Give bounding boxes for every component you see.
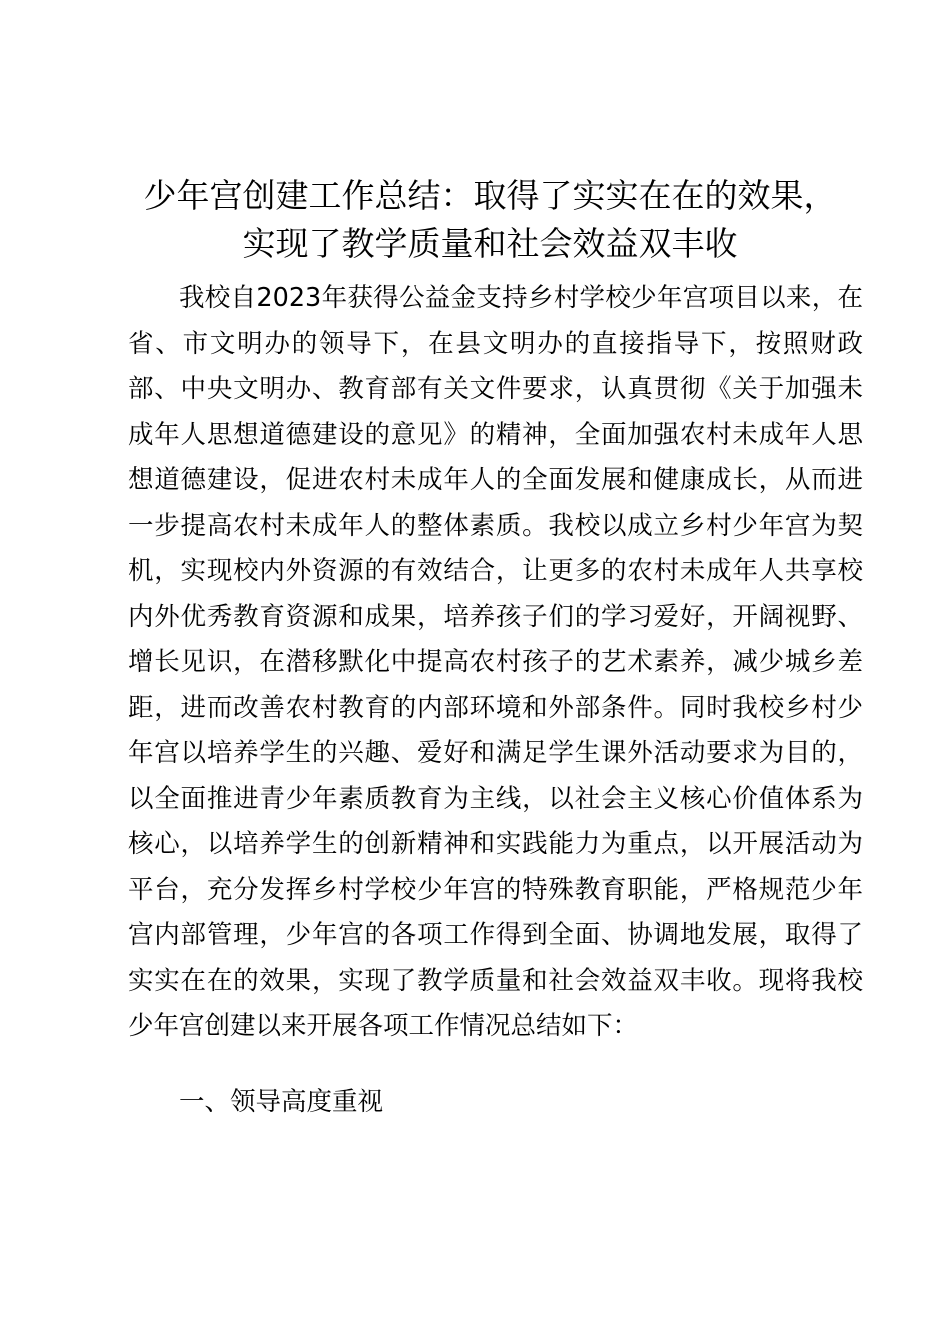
title-line-1: 少年宫创建工作总结：取得了实实在在的效果， [143,176,837,215]
document-title [110,172,870,268]
intro-paragraph: 我校自2023年获得公益金支持乡村学校少年宫项目以来，在省、市文明办的领导下，在县文明办的直接指导下，按照财政部、中央文明办、教育部有关文件要求，认真贯彻《关于加强未成年人思想道德建设的意见》的精神，全面加强农村未成年人思想道德建设，促进农村未成年人的全面发展和健康成长，从而进一步提高农村未成年人的整体素质。我校以成立乡村少年宫为契机，实现校内外资源的有效结合，让更多的农村未成年人共享校内外优秀教育资源和成果，培养孩子们的学习爱好，开阔视野、增长见识，在潜移默化中提高农村孩子的艺术素养，减少城乡差距，进而改善农村教育的内部环境和外部条件。同时我校乡村少年宫以培养学生的兴趣、爱好和满足学生课外活动要求为目的，以全面推进青少年素质教育为主线，以社会主义核心价值体系为核心，以培养学生的创新精神和实践能力为重点，以开展活动为平台，充分发挥乡村学校少年宫的特殊教育职能，严格规范少年宫内部管理，少年宫的各项工作得到全面、协调地发展，取得了实实在在的效果，实现了教学质量和社会效益双丰收。现将我校少年宫创建以来开展各项工作情况总结如下： [128,283,863,1041]
title-line-2: 实现了教学质量和社会效益双丰收 [242,224,738,263]
section-heading-1: 一、领导高度重视 [179,1087,384,1117]
